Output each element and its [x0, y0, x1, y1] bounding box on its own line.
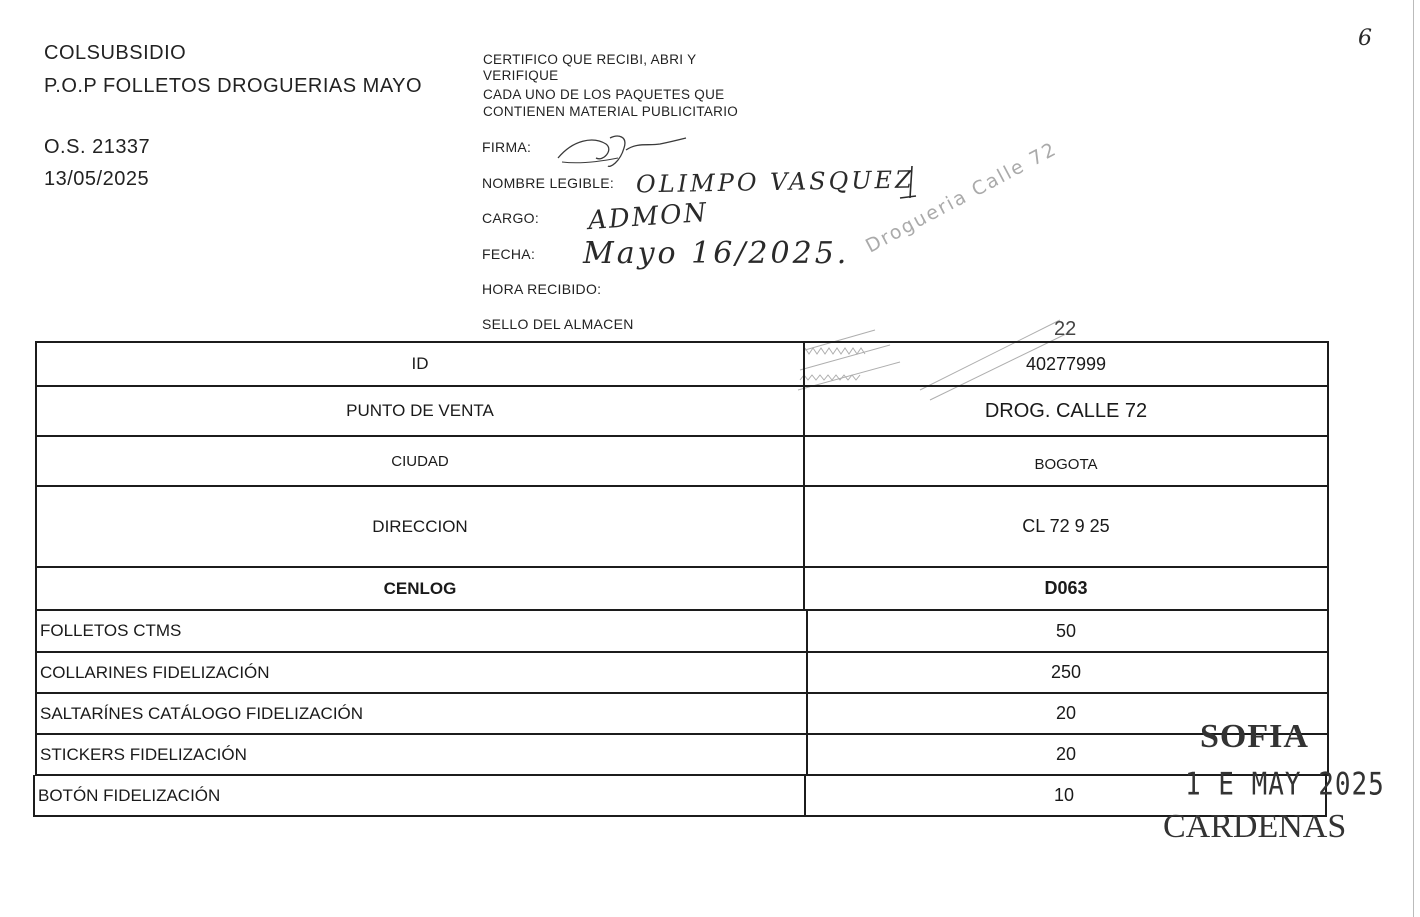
table-row-cenlog [35, 567, 1329, 611]
row-value: DROG. CALLE 72 [984, 399, 1148, 422]
faint-store-stamp: Drogueria Calle 72 [862, 137, 1061, 258]
item-quantity: 20 [1055, 703, 1077, 723]
certificate-line: CONTIENEN MATERIAL PUBLICITARIO [483, 104, 739, 119]
row-value: D063 [1044, 578, 1088, 598]
row-label: DIRECCION [37, 487, 805, 566]
item-name: FOLLETOS CTMS [37, 611, 808, 651]
faint-stamp-number: 22 [1054, 318, 1077, 340]
order-number: O.S. 21337 [44, 136, 151, 158]
row-value: BOGOTA [1034, 455, 1098, 473]
table-row-item [35, 693, 1329, 735]
cargo-label: CARGO: [482, 210, 540, 226]
handwritten-mark [892, 160, 922, 206]
row-value: CL 72 9 25 [1022, 516, 1110, 536]
item-quantity: 20 [1055, 744, 1077, 764]
item-quantity: 10 [1053, 785, 1075, 805]
table-row-id [35, 341, 1329, 387]
table-row-item [35, 652, 1329, 694]
row-label: CIUDAD [37, 437, 805, 485]
sello-label: SELLO DEL ALMACEN [482, 316, 634, 332]
table-row-item [33, 775, 1327, 817]
item-name: STICKERS FIDELIZACIÓN [37, 735, 808, 774]
handwritten-date: Mayo 16/2025. [583, 236, 850, 271]
table-row-item [35, 610, 1329, 653]
firma-label: FIRMA: [482, 139, 532, 155]
table-row-direccion [35, 486, 1329, 568]
item-name: COLLARINES FIDELIZACIÓN [37, 653, 808, 692]
handwritten-signature [548, 128, 693, 174]
table-row-punto-venta [35, 386, 1329, 437]
handwritten-name: OLIMPO VASQUEZ [635, 165, 915, 199]
received-stamp-date: 1 E MAY 2025 [1185, 767, 1385, 803]
table-row-item [35, 734, 1329, 776]
company-name: COLSUBSIDIO [44, 42, 187, 64]
certificate-line: VERIFIQUE [483, 68, 559, 83]
received-stamp-name-top: SOFIA [1200, 718, 1309, 755]
hora-label: HORA RECIBIDO: [482, 281, 602, 297]
item-quantity: 50 [1055, 620, 1077, 641]
row-label: CENLOG [37, 568, 805, 609]
certificate-line: CERTIFICO QUE RECIBI, ABRI Y [483, 52, 697, 67]
row-label: ID [37, 343, 805, 385]
row-label: PUNTO DE VENTA [37, 387, 805, 435]
document-date: 13/05/2025 [44, 168, 150, 190]
scan-edge-line [1413, 0, 1414, 917]
item-quantity: 250 [1050, 662, 1082, 682]
project-title: P.O.P FOLLETOS DROGUERIAS MAYO [44, 75, 423, 97]
row-value: 40277999 [1025, 353, 1107, 374]
handwritten-cargo: ADMON [587, 197, 710, 237]
item-name: BOTÓN FIDELIZACIÓN [35, 776, 806, 815]
certificate-line: CADA UNO DE LOS PAQUETES QUE [483, 87, 725, 102]
nombre-label: NOMBRE LEGIBLE: [482, 175, 615, 191]
table-row-ciudad [35, 436, 1329, 487]
item-name: SALTARÍNES CATÁLOGO FIDELIZACIÓN [37, 694, 808, 733]
received-stamp-name-bottom: CARDENAS [1163, 808, 1347, 845]
fecha-label: FECHA: [482, 246, 536, 262]
page-mark: 6 [1358, 26, 1372, 51]
